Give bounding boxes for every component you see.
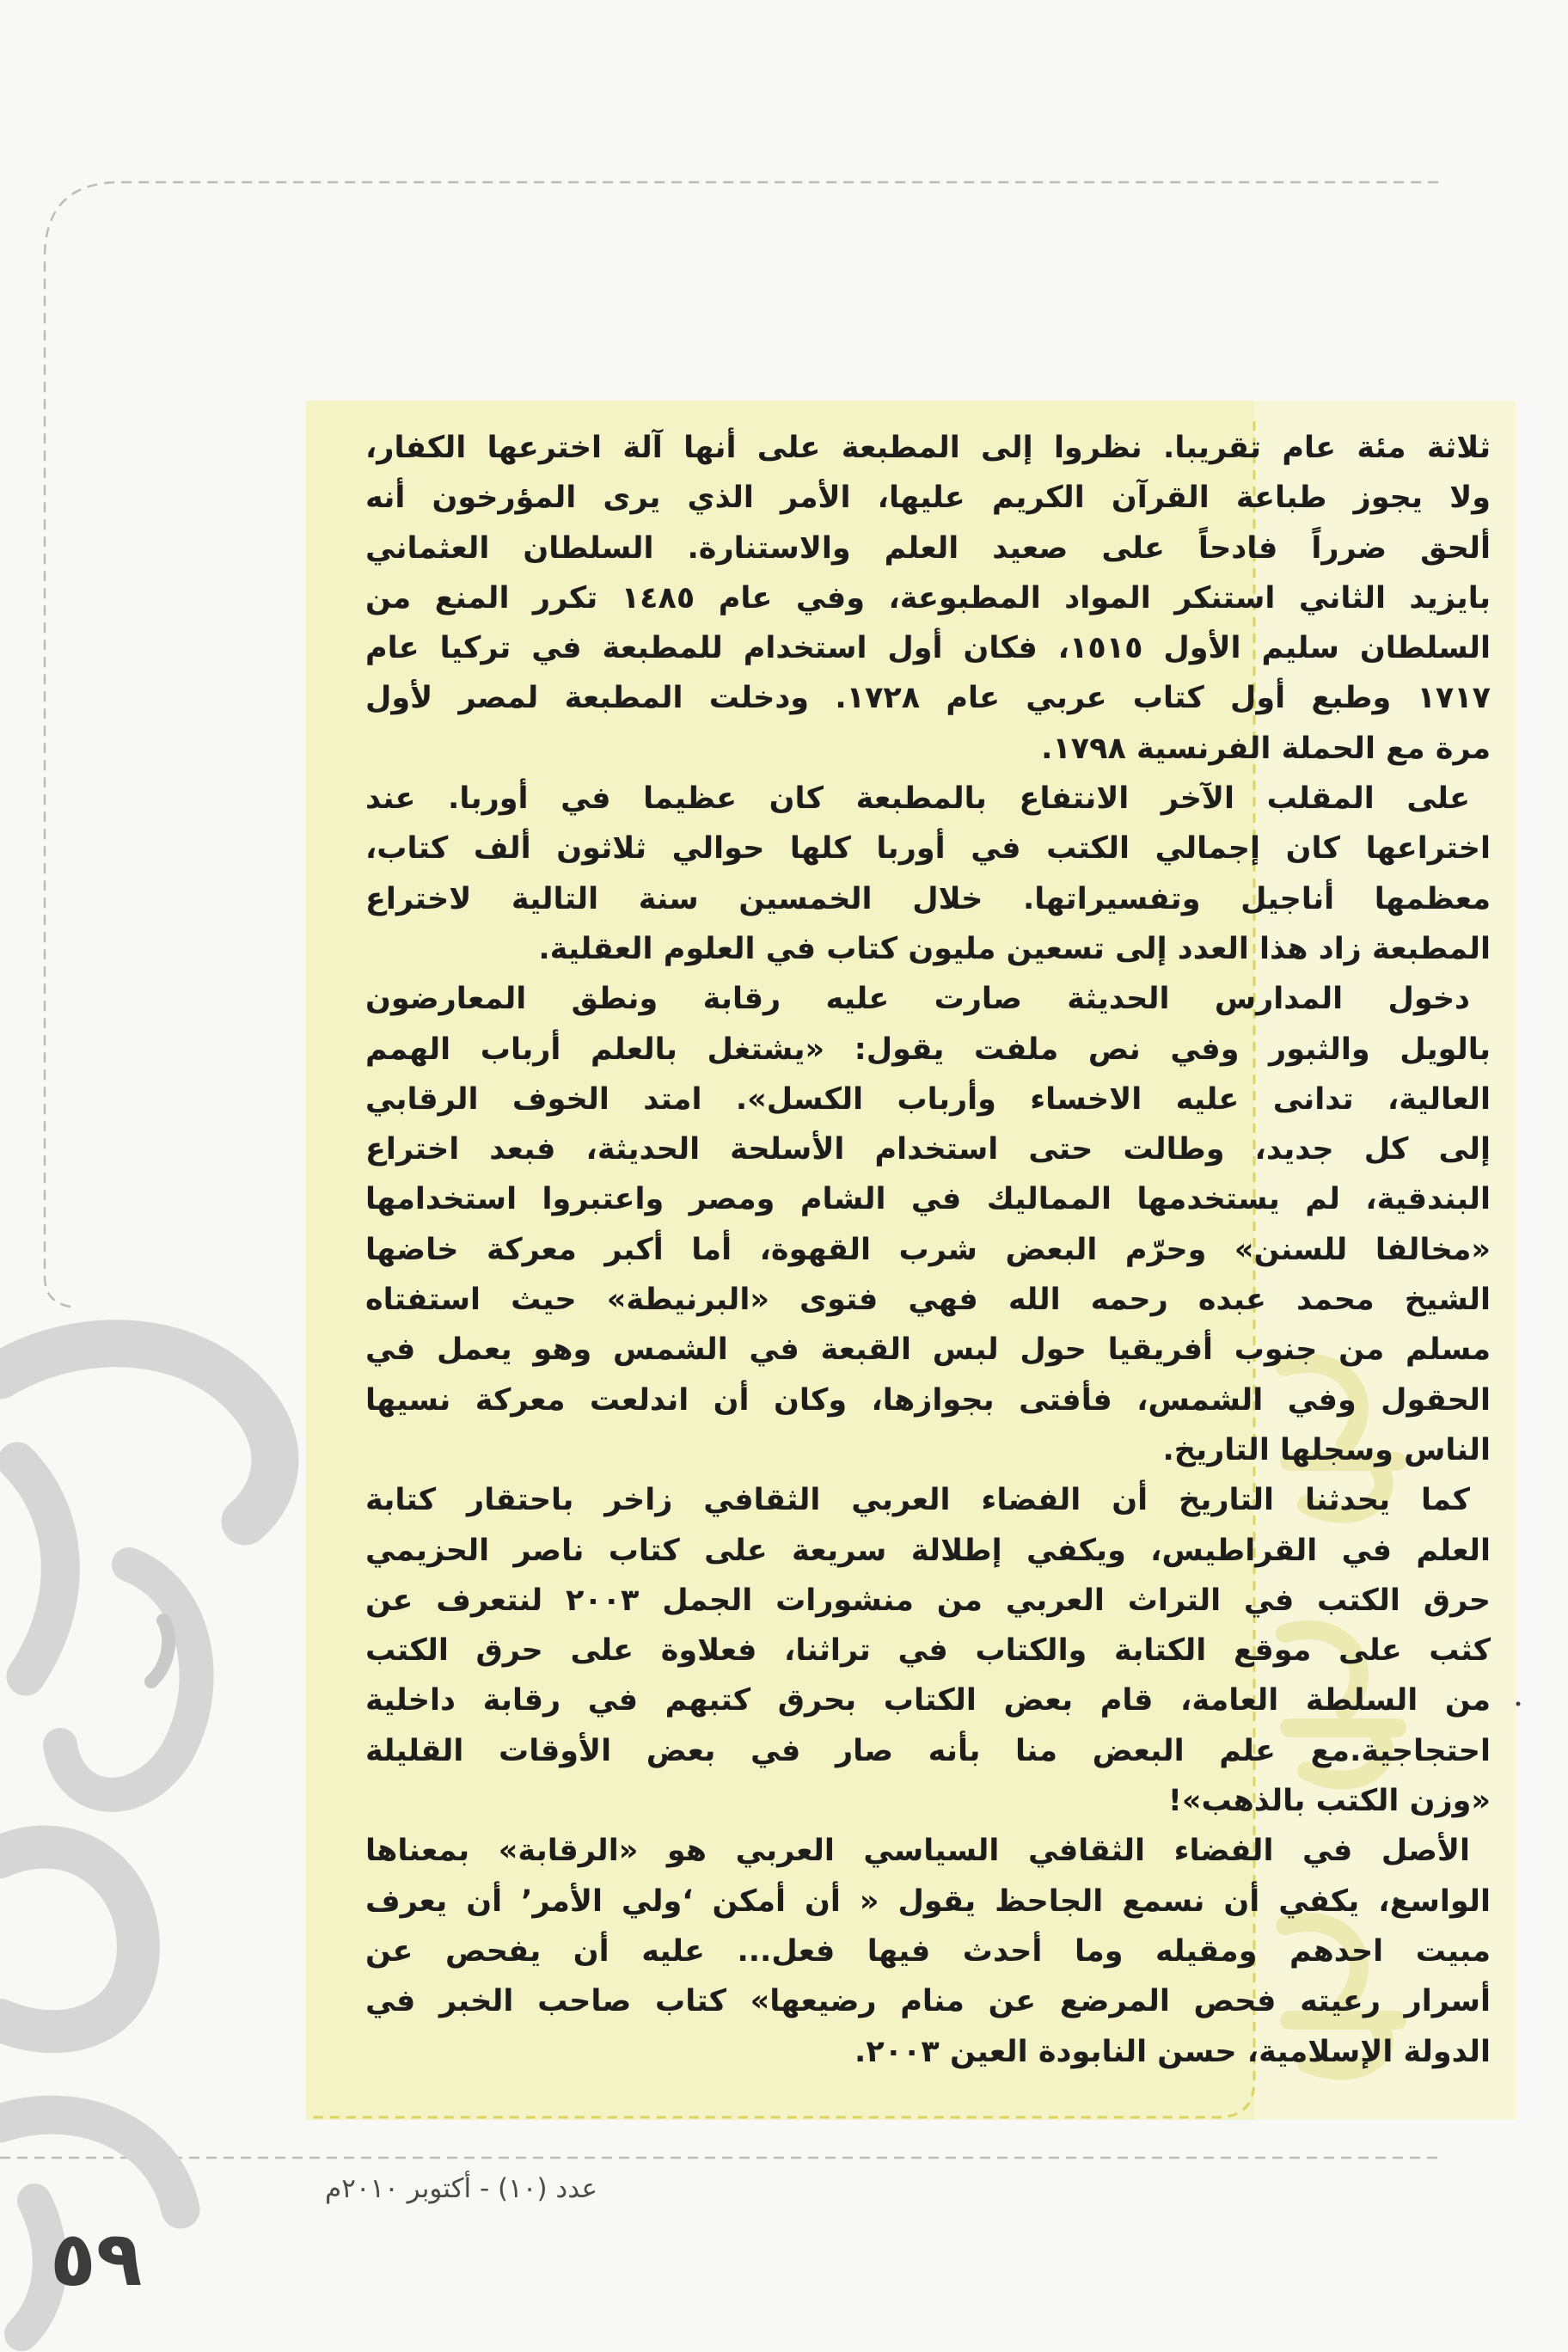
text-line: حرق الكتب في التراث العربي من منشورات الجمل ٢٠٠٣ لنتعرف عن	[365, 1583, 1491, 1618]
article-body	[365, 423, 1491, 2077]
text-line: إلى كل جديد، وطالت حتى استخدام الأسلحة الحديثة، فبعد اختراع	[365, 1132, 1491, 1167]
text-line: العالية، تدانى عليه الاخساء وأرباب الكسل». امتد الخوف الرقابي	[365, 1081, 1491, 1117]
text-line: معظمها أناجيل وتفسيراتها. خلال الخمسين سنة التالية لاختراع	[365, 881, 1491, 916]
text-line: على المقلب الآخر الانتفاع بالمطبعة كان عظيما في أوربا. عند	[365, 781, 1470, 817]
text-line: مسلم من جنوب أفريقيا حول لبس القبعة في الشمس وهو يعمل في	[365, 1332, 1491, 1368]
text-line: الواسع، يكفي أن نسمع الجاحظ يقول « أن أمكن ‘ولي الأمر’ أن يعرف	[365, 1883, 1491, 1919]
text-line: الشيخ محمد عبده رحمه الله فهي فتوى «البرنيطة» حيث استفتاه	[365, 1283, 1491, 1318]
issue-info: عدد (١٠) - أكتوبر ٢٠١٠م	[325, 2173, 597, 2204]
page-number: ٥٩	[50, 2214, 143, 2303]
text-line: «وزن الكتب بالذهب»!	[1167, 1784, 1491, 1819]
calligraphy-stroke	[0, 1847, 138, 2031]
text-line: أسرار رعيته فحص المرضع عن منام رضيعها» كتاب صاحب الخبر في	[365, 1984, 1491, 2019]
text-line: احتجاجية.مع علم البعض منا بأنه صار في بعض الأوقات القليلة	[365, 1733, 1491, 1768]
text-line: كما يحدثنا التاريخ أن الفضاء العربي الثقافي زاخر باحتقار كتابة	[365, 1483, 1470, 1518]
text-line: اختراعها كان إجمالي الكتب في أوربا كلها حوالي ثلاثون ألف كتاب،	[365, 831, 1491, 867]
paragraph	[365, 423, 1491, 774]
text-line: الناس وسجلها التاريخ.	[1162, 1432, 1491, 1467]
text-line: ١٧١٧ وطبع أول كتاب عربي عام ١٧٢٨. ودخلت المطبعة لمصر لأول	[365, 681, 1491, 716]
text-line: من السلطة العامة، قام بعض الكتاب بحرق كتبهم في رقابة داخلية	[365, 1683, 1491, 1718]
calligraphy-stroke	[17, 1461, 60, 1676]
dot-mark	[1516, 1702, 1521, 1706]
calligraphy-decoration	[0, 1344, 275, 2334]
text-line: «مخالفا للسنن» وحرّم البعض شرب القهوة، أما أكبر معركة خاضها	[365, 1232, 1491, 1267]
text-line: البندقية، لم يستخدمها المماليك في الشام ومصر واعتبروا استخدامها	[365, 1182, 1491, 1217]
text-line: ثلاثة مئة عام تقريبا. نظروا إلى المطبعة على أنها آلة اخترعها الكفار،	[365, 431, 1491, 465]
text-line: كثب على موقع الكتابة والكتاب في تراثنا، فعلاوة على حرق الكتب	[365, 1633, 1491, 1669]
calligraphy-stroke	[21, 2201, 50, 2334]
paragraph	[365, 1826, 1491, 2076]
calligraphy-stroke	[151, 1620, 168, 1681]
text-line: دخول المدارس الحديثة صارت عليه رقابة ونطق المعارضون	[365, 982, 1470, 1017]
calligraphy-stroke	[60, 1565, 197, 1795]
text-line: المطبعة زاد هذا العدد إلى تسعين مليون كتاب في العلوم العقلية.	[538, 931, 1491, 966]
text-line: العلم في القراطيس، ويكفي إطلالة سريعة على كتاب ناصر الحزيمي	[365, 1533, 1491, 1568]
text-line: الأصل في الفضاء الثقافي السياسي العربي هو «الرقابة» بمعناها	[365, 1834, 1470, 1869]
text-line: ولا يجوز طباعة القرآن الكريم عليها، الأمر الذي يرى المؤرخون أنه	[365, 481, 1491, 516]
text-line: بالويل والثبور وفي نص ملفت يقول: «يشتغل بالعلم أرباب الهمم	[365, 1032, 1491, 1067]
paragraph	[365, 774, 1491, 974]
paragraph	[365, 1475, 1491, 1826]
paragraph	[365, 974, 1491, 1475]
text-line: الحقول وفي الشمس، فأفتى بجوازها، وكان أن اندلعت معركة نسيها	[365, 1382, 1491, 1418]
text-line: مرة مع الحملة الفرنسية ١٧٩٨.	[1041, 731, 1491, 766]
text-line: بايزيد الثاني استنكر المواد المطبوعة، وفي عام ١٤٨٥ تكرر المنع من	[365, 580, 1491, 616]
text-line: السلطان سليم الأول ١٥١٥، فكان أول استخدام للمطبعة في تركيا عام	[365, 631, 1491, 666]
text-line: مبيت احدهم ومقيله وما أحدث فيها فعل... عليه أن يفحص عن	[365, 1933, 1491, 1969]
text-line: ألحق ضرراً فادحاً على صعيد العلم والاستنارة. السلطان العثماني	[365, 530, 1491, 566]
text-line: الدولة الإسلامية، حسن النابودة العين ٢٠٠٣.	[854, 2034, 1491, 2069]
